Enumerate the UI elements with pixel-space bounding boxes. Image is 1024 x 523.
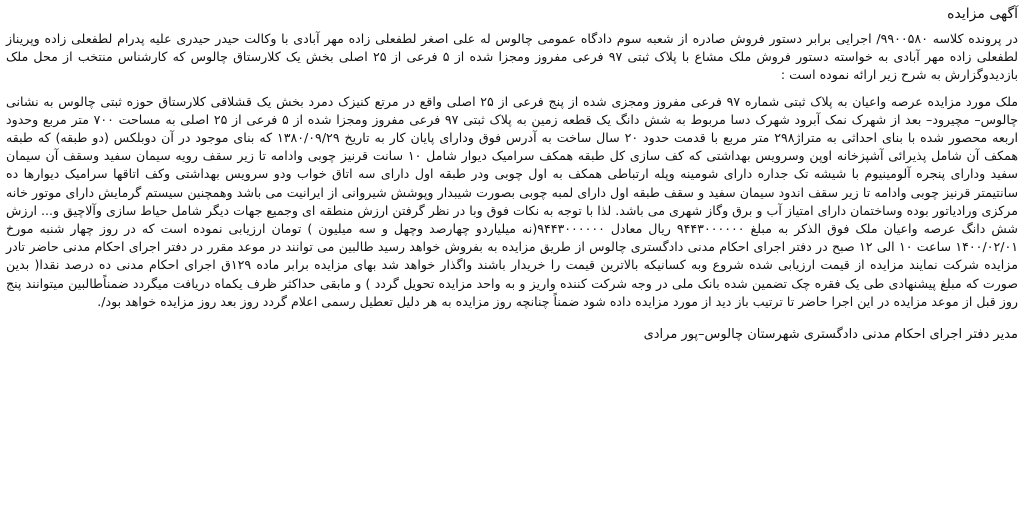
- notice-signature: مدیر دفتر اجرای احکام مدنی دادگستری شهرستان چالوس–پور مرادی: [643, 327, 1018, 343]
- notice-title: آگهی مزایده: [947, 6, 1018, 22]
- notice-body-paragraph: ملک مورد مزایده عرصه واعیان به پلاک ثبتی شماره ۹۷ فرعی مفروز ومجزی شده از پنج فرعی از ۲۵ اصلی واقع در مرتع کنیزک دمرد بخش یک قشلاقی کلارستاق حوزه ثبتی چالوس به نشانی چالوس– مچیرود– بعد از شهرک نمک آبرود شهرک دسا مربوط به شش دانگ یک قطعه زمین به پلاک ثبتی ۹۷ فرعی مفروز ومجزا شده از ۵ فرعی از ۲۵ اصلی به مساحت ۷۰۰ متر مربع وحدود اربعه محصور شده با بنای احداثی به متراژ۲۹۸ متر مربع با قدمت حدود ۲۰ سال ساخت به آدرس فوق ودارای پایان کار به تاریخ ۱۳۸۰/۰۹/۲۹ که بنای موجود در آن دوبلکس (دو طبقه) که طبقه همکف آن شامل پذیرائی آشپزخانه اوپن وسرویس بهداشتی که کف سازی کل طبقه همکف سرامیک دیوار شامل ۱۰ سانت قرنیز چوبی وادامه تا زیر سقف رویه سیمان سفید وسقف آن سیمان سفید ودارای پنجره آلومینیوم با شیشه تک جداره دارای شومینه وپله ارتباطی همکف به اول چوبی ودر طبقه اول دارای سه اتاق خواب ودو سرویس بهداشتی وکف اتاقها سرامیک دیوارها ده سانتیمتر قرنیز چوبی وادامه تا زیر سقف اندود سیمان سفید و سقف طبقه اول دارای لمبه چوبی بصورت شیبدار وپوشش شیروانی از ایرانیت می باشد وهمچنین سیستم گرمایش دارای موتور خانه مرکزی ورادیاتور بوده وساختمان دارای امتیاز آب و برق وگاز شهری می باشد. لذا با توجه به نکات فوق وبا در نظر گرفتن ارزش منطقه ای وجمیع جهات دیگر شامل حیاط سازی وآلاچیق و... ارزش شش دانگ عرصه واعیان ملک فوق الذکر به مبلغ ۹۴۴۳۰۰۰۰۰۰ ریال معادل ۹۴۴۳۰۰۰۰۰۰(نه میلیاردو چهارصد وچهل و سه میلیون ) تومان ارزیابی نموده است که در روز چهار شنبه مورخ ۱۴۰۰/۰۲/۰۱ ساعت ۱۰ الی ۱۲ صبح در دفتر اجرای احکام مدنی دادگستری چالوس از طریق مزایده به بفروش خواهد رسید طالبین می توانند در موعد مقرر در دفتر اجرای احکام مدنی حاضر تادر مزایده شرکت نمایند مزایده از قیمت ارزیابی شده شروع وبه کسانیکه بالاترین قیمت را خریدار باشند واگذار خواهد شد بهای مزایده برابر ماده ۱۲۹ق اجرای احکام مدنی ده درصد نقدا( بدین صورت که مبلغ پیشنهادی طی یک فقره چک تضمین شده بانک ملی در وجه شرکت کننده واریز و به واحد مزایده تحویل گردد ) و مابقی حداکثر ظرف یکماه دریافت میگردد ضمناًطالبین میتوانند پنج روز قبل از موعد مزایده در این اجرا حاضر تا ترتیب باز دید از مورد مزایده داده شود ضمناً چنانچه روز مزایده به هر دلیل تعطیل رسمی اعلام گردد روز بعد روز مزایده خواهد بود/.: [5, 93, 1018, 309]
- notice-intro-paragraph: در پرونده کلاسه ۹۹۰۰۵۸۰/ اجرایی برابر دستور فروش صادره از شعبه سوم دادگاه عمومی چالوس له علی اصغر لطفعلی زاده مهر آبادی با وکالت حیدر حیدری علیه پدرام لطفعلی زاده وپریناز لطفعلی زاده مهر آبادی به خواسته دستور فروش ملک مشاع با پلاک ثبتی ۹۷ فرعی مفروز ومجزا شده از ۵ فرعی از ۲۵ اصلی بخش یک کلارستاق چالوس که کارشناس منتخب از محل ملک بازدیدوگزارش به شرح زیر ارائه نموده است :: [6, 31, 1019, 83]
